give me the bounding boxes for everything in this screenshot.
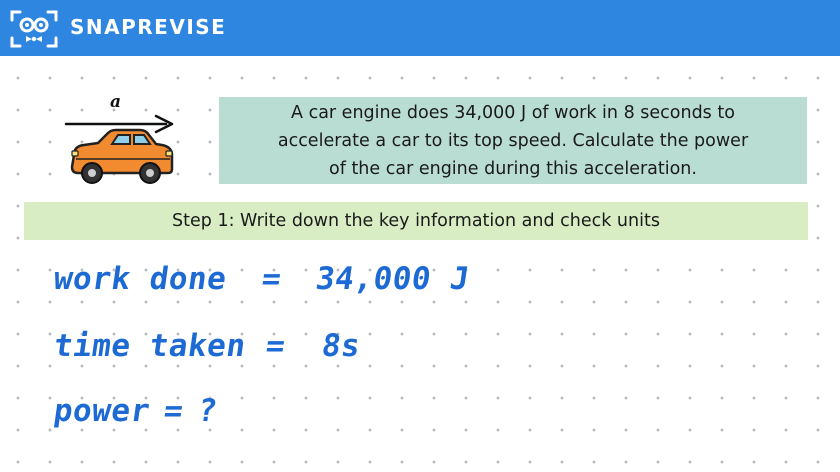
power-value: ? xyxy=(195,393,220,429)
question-line-3: of the car engine during this acceleration. xyxy=(329,159,697,179)
work-done-value: 34,000 J xyxy=(313,261,472,297)
snaprevise-face-logo-icon xyxy=(10,9,58,49)
acceleration-label: a xyxy=(110,92,122,112)
work-done-equals: = xyxy=(259,261,284,297)
question-line-1: A car engine does 34,000 J of work in 8 seconds to xyxy=(291,103,735,123)
time-taken-equals: = xyxy=(263,328,288,364)
work-done-label: work done xyxy=(51,261,230,297)
question-box xyxy=(219,97,807,184)
power-label: power xyxy=(51,393,153,429)
step-banner: Step 1: Write down the key information and check units xyxy=(24,202,808,240)
time-taken-label: time taken xyxy=(51,328,249,364)
header-bar xyxy=(0,0,840,56)
question-line-2: accelerate a car to its top speed. Calculate the power xyxy=(277,131,749,151)
brand-name: SNAPREVISE xyxy=(70,15,227,39)
power-equals: = xyxy=(161,393,186,429)
car-with-acceleration-arrow-icon xyxy=(62,93,180,189)
time-taken-value: 8s xyxy=(319,328,363,364)
